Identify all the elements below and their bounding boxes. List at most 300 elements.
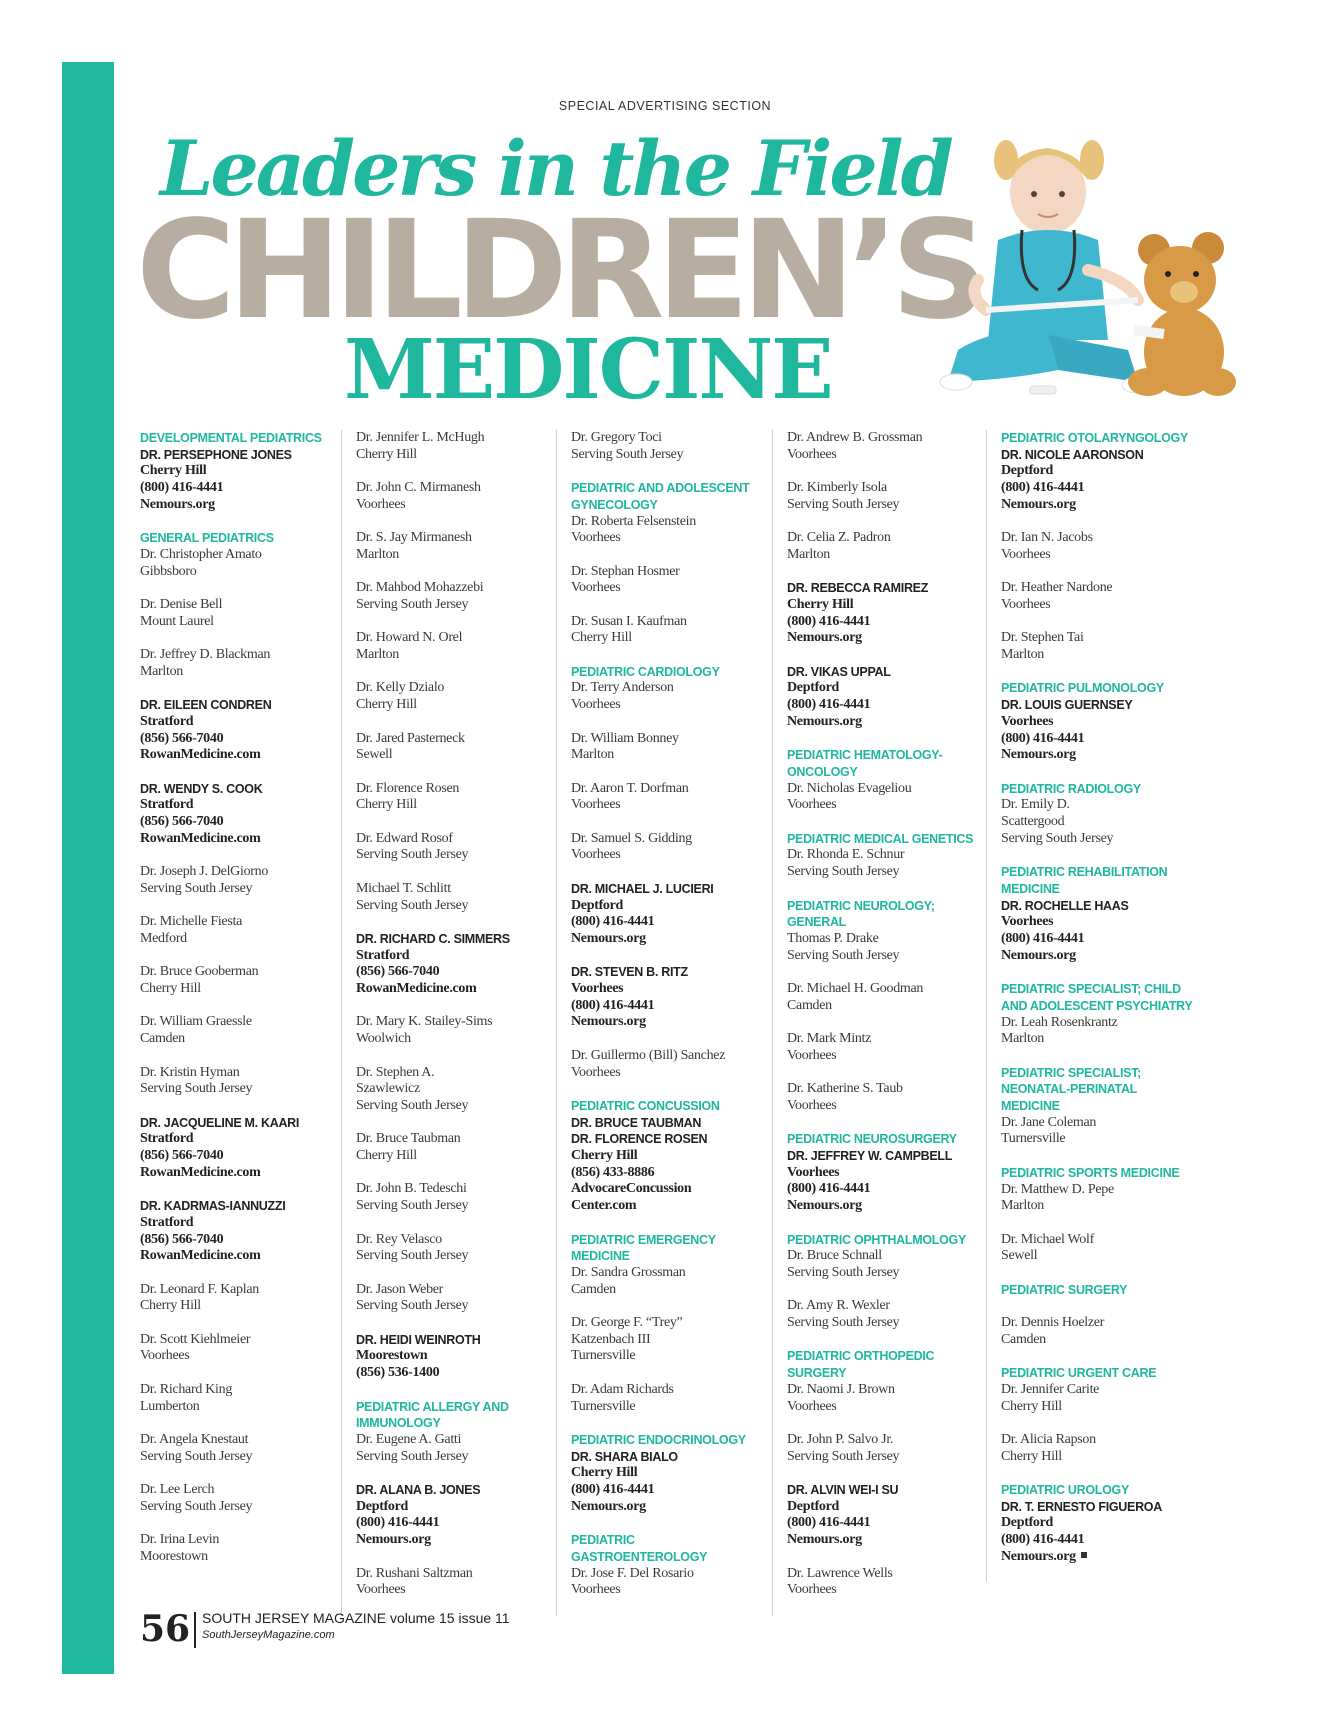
doctor-detail: Nemours.org [571,1014,646,1030]
doctor-detail: Cherry Hill [571,1148,638,1164]
doctor-name: Dr. Kelly Dzialo [356,680,445,696]
doctor-name: Dr. Stephen A. [356,1064,435,1080]
magazine-issue: issue 11 [458,1610,510,1626]
doctor-name: DR. RICHARD C. SIMMERS [356,931,510,946]
doctor-detail: (800) 416-4441 [787,1515,871,1531]
doctor-listing [571,781,765,814]
doctor-name: Dr. John C. Mirmanesh [356,480,481,496]
doctor-name: Dr. Richard King [140,1381,233,1397]
doctor-listing [140,1332,334,1365]
doctor-name: Dr. Ian N. Jacobs [1001,530,1093,546]
doctor-detail: Camden [1001,1331,1046,1347]
doctor-detail: RowanMedicine.com [140,830,261,846]
doctor-detail: Voorhees [1001,597,1051,612]
doctor-detail: Serving South Jersey [787,1448,900,1464]
specialty-heading: PEDIATRIC SPECIALIST; NEONATAL-PERINATAL MEDICINE [1001,1065,1142,1113]
doctor-name: Dr. Bruce Gooberman [140,964,259,980]
doctor-name: Dr. Jennifer Carite [1001,1381,1100,1397]
doctor-listing [1001,1499,1195,1566]
doctor-listing [140,1482,334,1515]
doctor-name: Dr. William Graessle [140,1014,252,1030]
doctor-listing [356,1282,550,1315]
doctor-listing [140,447,334,514]
doctor-listing [1001,1232,1195,1265]
doctor-name: Dr. Susan I. Kaufman [571,613,687,629]
doctor-name: DR. KADRMAS-IANNUZZI [140,1199,286,1214]
doctor-detail: Medford [140,930,187,946]
doctor-listing [787,430,981,463]
doctor-detail: Voorhees [787,1047,837,1063]
doctor-detail: (856) 566-7040 [140,1231,224,1247]
magazine-url: SouthJerseyMagazine.com [202,1629,335,1641]
doctor-listing [140,697,334,764]
doctor-detail: Voorhees [787,1097,837,1113]
doctor-name: Dr. John P. Salvo Jr. [787,1431,894,1447]
doctor-detail: Nemours.org [1001,947,1076,963]
doctor-detail: Voorhees [356,496,406,512]
doctor-listing [1001,1182,1195,1215]
doctor-listing [787,847,981,880]
specialty-heading: PEDIATRIC OTOLARYNGOLOGY [1001,431,1189,445]
specialty-heading: PEDIATRIC UROLOGY [1001,1483,1130,1498]
doctor-name: Dr. Kimberly Isola [787,480,887,496]
doctor-detail: (800) 416-4441 [571,914,655,930]
doctor-listing [140,597,334,630]
doctor-name: Dr. Sandra Grossman [571,1264,686,1280]
child-doctor-photo [938,120,1238,420]
doctor-name: Dr. Mahbod Mohazzebi [356,580,484,596]
doctor-detail: Voorhees [571,697,621,713]
doctor-detail: Serving South Jersey [1001,830,1114,846]
doctor-listing [787,664,981,731]
doctor-listing [787,580,981,647]
doctor-detail: Serving South Jersey [356,1198,469,1214]
doctor-listing [356,480,550,513]
doctor-name: Dr. John B. Tedeschi [356,1181,467,1197]
doctor-name: DR. T. ERNESTO FIGUEROA [1001,1499,1162,1514]
doctor-name: Dr. Michael H. Goodman [787,981,924,997]
end-of-article-mark [1081,1552,1087,1558]
section-kicker: SPECIAL ADVERTISING SECTION [558,99,772,113]
doctor-name: DR. ALANA B. JONES [356,1483,481,1497]
doctor-detail: Marlton [571,747,615,763]
doctor-name: DR. EILEEN CONDREN [140,698,272,713]
doctor-name: Dr. Mark Mintz [787,1031,872,1047]
magazine-issue-line [202,1610,510,1626]
doctor-listing [571,1382,765,1415]
doctor-name: Dr. Howard N. Orel [356,630,463,646]
doctor-listing [787,1432,981,1465]
specialty-heading: DEVELOPMENTAL PEDIATRICS [140,431,322,445]
doctor-listing [1001,630,1195,663]
directory-column-4 [772,430,981,1616]
doctor-name: Dr. Naomi J. Brown [787,1381,895,1397]
doctor-name: Dr. Matthew D. Pepe [1001,1181,1114,1197]
doctor-name: Dr. Edward Rosof [356,830,453,846]
doctor-listing [140,914,334,947]
doctor-listing [140,1115,334,1182]
doctor-detail-with-end [1001,1549,1195,1566]
doctor-listing [787,1081,981,1114]
specialty-heading: PEDIATRIC RADIOLOGY [1001,781,1141,796]
doctor-detail: Voorhees [571,847,621,863]
doctor-name: Dr. Adam Richards [571,1381,674,1397]
doctor-detail: (800) 416-4441 [1001,480,1085,496]
specialty-heading: PEDIATRIC ORTHOPEDIC SURGERY [787,1349,935,1381]
doctor-name: Dr. Florence Rosen [356,780,460,796]
doctor-listing [571,1566,765,1599]
doctor-listing [571,564,765,597]
doctor-name: Dr. Rhonda E. Schnur [787,847,905,863]
specialty-heading: PEDIATRIC OPHTHALMOLOGY [787,1232,966,1247]
side-color-bar [62,62,114,1674]
doctor-listing [356,831,550,864]
doctor-name: DR. FLORENCE ROSEN [571,1132,708,1147]
title-sub: MEDICINE [344,322,832,418]
doctor-name: DR. JEFFREY W. CAMPBELL [787,1149,953,1164]
doctor-name: Dr. S. Jay Mirmanesh [356,530,472,546]
doctor-listing [140,1432,334,1465]
doctor-name: DR. SHARA BIALO [571,1449,678,1464]
doctor-name: Dr. Leah Rosenkrantz [1001,1014,1118,1030]
specialty-heading: PEDIATRIC SURGERY [1001,1282,1128,1297]
doctor-detail: Voorhees [1001,713,1054,729]
doctor-listing [787,1566,981,1599]
doctor-listing [1001,530,1195,563]
doctor-detail: Camden [787,997,832,1013]
doctor-name: Dr. Jose F. Del Rosario [571,1565,694,1581]
doctor-detail: AdvocareConcussion [571,1181,692,1197]
magazine-name: SOUTH JERSEY MAGAZINE [202,1610,387,1626]
doctor-detail: Deptford [787,680,840,696]
doctor-listing [571,1315,765,1365]
directory-column-5 [986,430,1195,1582]
specialty-heading: PEDIATRIC SPECIALIST; CHILD AND ADOLESCENT PSYCHIATRY [1001,982,1193,1013]
doctor-detail: Serving South Jersey [571,446,684,462]
doctor-detail: Serving South Jersey [140,1498,253,1514]
doctor-detail: RowanMedicine.com [140,747,261,763]
doctor-detail: Stratford [140,797,194,813]
doctor-name: Dr. Aaron T. Dorfman [571,780,689,796]
title-script: Leaders in the Field [160,124,951,213]
doctor-name: Michael T. Schlitt [356,880,451,896]
doctor-name: DR. ROCHELLE HAAS [1001,898,1129,913]
doctor-detail: Nemours.org [787,713,862,729]
doctor-name: Dr. Katherine S. Taub [787,1081,903,1097]
directory-column-2 [341,430,550,1616]
doctor-detail: Deptford [1001,1515,1054,1531]
doctor-listing [140,1065,334,1098]
doctor-name: Dr. Amy R. Wexler [787,1298,890,1314]
doctor-detail: Marlton [356,647,400,663]
doctor-listing [1001,1015,1195,1048]
doctor-detail: RowanMedicine.com [356,981,477,997]
doctor-detail: Turnersville [571,1398,636,1414]
doctor-listing [1001,1315,1195,1348]
doctor-listing [356,1232,550,1265]
doctor-name: DR. VIKAS UPPAL [787,664,891,679]
doctor-name: DR. MICHAEL J. LUCIERI [571,881,714,896]
doctor-detail: Cherry Hill [571,630,632,646]
doctor-name: Dr. Stephen Tai [1001,630,1084,646]
doctor-detail: Serving South Jersey [356,1248,469,1264]
doctor-listing [571,964,765,1031]
doctor-listing [787,781,981,814]
doctor-name: Dr. Rushani Saltzman [356,1565,473,1581]
doctor-name: DR. WENDY S. COOK [140,781,263,796]
doctor-detail: Moorestown [140,1548,208,1564]
doctor-name: Dr. Jane Coleman [1001,1114,1097,1130]
doctor-detail: Camden [140,1031,185,1047]
doctor-listing [140,1382,334,1415]
doctor-listing [787,1382,981,1415]
doctor-listing [1001,580,1195,613]
doctor-name: Dr. Guillermo (Bill) Sanchez [571,1047,726,1063]
doctor-name: Dr. Jared Pasterneck [356,730,465,746]
doctor-name: Dr. Nicholas Evageliou [787,780,912,796]
doctor-detail: Voorhees [356,1582,406,1598]
doctor-detail: (856) 566-7040 [140,730,224,746]
doctor-detail: Marlton [787,546,831,562]
girl-figure [940,140,1154,393]
doctor-detail: Center.com [571,1198,637,1214]
specialty-heading: PEDIATRIC AND ADOLESCENT GYNECOLOGY [571,481,750,512]
doctor-name: Thomas P. Drake [787,930,879,946]
doctor-listing [356,530,550,563]
doctor-listing [356,731,550,764]
doctor-detail: Nemours.org [571,930,646,946]
doctor-listing [356,580,550,613]
doctor-listing [356,1014,550,1047]
doctor-listing [787,530,981,563]
doctor-detail: Camden [571,1281,616,1297]
doctor-detail: Serving South Jersey [356,1448,469,1464]
doctor-detail: Scattergood [1001,814,1065,830]
doctor-detail: RowanMedicine.com [140,1248,261,1264]
doctor-name: DR. PERSEPHONE JONES [140,447,292,462]
doctor-name: Dr. Lee Lerch [140,1482,215,1498]
doctor-listing [140,864,334,897]
doctor-listing [1001,797,1195,847]
doctor-listing [140,647,334,680]
doctor-detail: Voorhees [140,1348,190,1364]
doctor-listing [571,614,765,647]
doctor-detail: Serving South Jersey [787,1264,900,1280]
doctor-detail: Woolwich [356,1031,411,1047]
doctor-listing [787,1148,981,1215]
doctor-name: Dr. Michelle Fiesta [140,914,243,930]
doctor-listing [140,547,334,580]
doctor-listing [787,1031,981,1064]
doctor-detail: Cherry Hill [787,596,854,612]
doctor-listing [787,480,981,513]
doctor-listing [1001,447,1195,514]
doctor-listing [571,430,765,463]
doctor-detail: Serving South Jersey [356,897,469,913]
doctor-name: Dr. Bruce Taubman [356,1131,461,1147]
doctor-listing [356,1566,550,1599]
doctor-name: Dr. Eugene A. Gatti [356,1431,462,1447]
doctor-listing [787,1298,981,1331]
doctor-detail: Marlton [140,663,184,679]
doctor-detail: Voorhees [571,981,624,997]
doctor-detail: RowanMedicine.com [140,1164,261,1180]
doctor-listing [356,1131,550,1164]
doctor-detail: Cherry Hill [356,797,417,813]
doctor-listing [356,931,550,998]
doctor-detail: (800) 416-4441 [571,1482,655,1498]
doctor-name: Dr. Terry Anderson [571,680,674,696]
doctor-listing [1001,898,1195,965]
doctor-detail: Serving South Jersey [140,1448,253,1464]
doctor-listing [1001,1115,1195,1148]
doctor-detail: Mount Laurel [140,613,214,629]
doctor-name: Dr. Heather Nardone [1001,580,1113,596]
doctor-detail: Nemours.org [787,1532,862,1548]
doctor-name: Dr. Bruce Schnall [787,1248,882,1264]
doctor-detail: Nemours.org [571,1498,646,1514]
doctor-detail: Voorhees [571,530,621,546]
doctor-name: Dr. Samuel S. Gidding [571,830,692,846]
specialty-heading: PEDIATRIC URGENT CARE [1001,1366,1157,1381]
doctor-listing [356,680,550,713]
specialty-heading: PEDIATRIC NEUROLOGY; GENERAL [787,898,935,930]
doctor-name: Dr. Stephan Hosmer [571,563,680,579]
doctor-detail: (800) 416-4441 [787,613,871,629]
doctor-name: DR. LOUIS GUERNSEY [1001,698,1133,713]
doctor-listing [356,430,550,463]
magazine-volume: volume 15 [390,1610,455,1626]
doctor-listing [787,931,981,964]
doctor-detail: Cherry Hill [356,446,417,462]
doctor-name: Dr. Mary K. Stailey-Sims [356,1014,493,1030]
doctor-detail: Deptford [1001,463,1054,479]
doctor-name: DR. REBECCA RAMIREZ [787,581,929,596]
doctor-name: Dr. Andrew B. Grossman [787,430,923,445]
doctor-detail: Cherry Hill [1001,1398,1062,1414]
doctor-detail: Serving South Jersey [140,1081,253,1097]
doctor-detail: Voorhees [787,1398,837,1414]
page-number: 56 [140,1608,191,1650]
doctor-detail: (800) 416-4441 [787,697,871,713]
doctor-detail: (856) 566-7040 [140,814,224,830]
specialty-heading: GENERAL PEDIATRICS [140,531,274,546]
doctor-detail: Sewell [356,747,393,763]
doctor-detail: Voorhees [787,797,837,813]
title-big: CHILDREN’S [136,192,981,350]
doctor-detail: Stratford [140,1214,194,1230]
doctor-listing [1001,1432,1195,1465]
doctor-listing [356,1065,550,1115]
doctor-listing [356,781,550,814]
doctor-detail: (856) 433-8886 [571,1164,655,1180]
doctor-detail: (800) 416-4441 [571,997,655,1013]
specialty-heading: PEDIATRIC CARDIOLOGY [571,664,720,679]
doctor-detail: Nemours.org [140,496,215,512]
specialty-heading: PEDIATRIC EMERGENCY MEDICINE [571,1232,716,1264]
doctor-name: DR. HEIDI WEINROTH [356,1332,481,1347]
doctor-detail: Nemours.org [356,1532,431,1548]
specialty-heading: PEDIATRIC ENDOCRINOLOGY [571,1432,746,1447]
doctor-detail: Voorhees [787,446,837,462]
doctor-detail: (800) 416-4441 [356,1515,440,1531]
doctor-listing [356,1432,550,1465]
doctor-detail: Voorhees [787,1582,837,1598]
doctor-listing [787,1248,981,1281]
doctor-listing [140,1532,334,1565]
doctor-name: Dr. Alicia Rapson [1001,1431,1096,1447]
doctor-detail: Szawlewicz [356,1081,420,1097]
doctor-listing [571,1449,765,1516]
doctor-detail: Cherry Hill [140,1298,201,1314]
doctor-name: DR. BRUCE TAUBMAN [571,1115,702,1130]
doctor-listing [571,680,765,713]
doctor-detail: Stratford [140,713,194,729]
doctor-detail: Nemours.org [1001,747,1076,763]
doctor-listing [356,1181,550,1214]
doctor-name: Dr. Lawrence Wells [787,1565,893,1581]
doctor-name: Dr. Roberta Felsenstein [571,513,696,529]
specialty-heading: PEDIATRIC MEDICAL GENETICS [787,831,974,846]
doctor-name: DR. ALVIN WEI-I SU [787,1483,899,1498]
doctor-name: Dr. Angela Knestaut [140,1431,249,1447]
doctor-detail: Sewell [1001,1248,1038,1264]
doctor-detail: Marlton [1001,647,1045,663]
doctor-detail: Cherry Hill [140,981,201,997]
doctor-detail: Nemours.org [1001,1548,1076,1564]
doctor-detail: Voorhees [787,1164,840,1180]
doctor-detail: Marlton [356,546,400,562]
doctor-detail: Marlton [1001,1031,1045,1047]
doctor-name: Dr. Leonard F. Kaplan [140,1281,259,1297]
doctor-detail: Voorhees [571,1064,621,1080]
doctor-listing [571,881,765,948]
doctor-detail: Turnersville [1001,1131,1066,1147]
doctor-detail: Serving South Jersey [356,847,469,863]
doctor-detail: Katzenbach III [571,1331,651,1347]
doctor-listing [356,1332,550,1382]
doctor-detail: Cherry Hill [356,697,417,713]
doctor-name: Dr. Emily D. [1001,797,1070,813]
directory-column-1 [140,430,334,1582]
doctor-listing [571,1115,765,1215]
doctor-detail: Cherry Hill [140,463,207,479]
specialty-heading: PEDIATRIC PULMONOLOGY [1001,681,1164,696]
doctor-name: Dr. Celia Z. Padron [787,530,891,546]
doctor-name: Dr. Joseph J. DelGiorno [140,864,269,880]
doctor-listing [1001,1382,1195,1415]
doctor-detail: Turnersville [571,1348,636,1364]
doctor-detail: (856) 536-1400 [356,1365,440,1381]
doctor-listing [140,1282,334,1315]
doctor-detail: Gibbsboro [140,563,197,579]
doctor-listing [356,630,550,663]
doctor-detail: Serving South Jersey [787,496,900,512]
doctor-detail: Moorestown [356,1348,428,1364]
doctor-detail: Voorhees [571,580,621,596]
teddy-bear [1128,232,1236,396]
specialty-heading: PEDIATRIC NEUROSURGERY [787,1132,957,1147]
doctor-detail: (800) 416-4441 [140,480,224,496]
doctor-detail: Serving South Jersey [787,864,900,880]
doctor-detail: Deptford [356,1498,409,1514]
doctor-name: Dr. Rey Velasco [356,1231,442,1247]
doctor-detail: Marlton [1001,1198,1045,1214]
specialty-heading: PEDIATRIC REHABILITATION MEDICINE [1001,865,1168,896]
doctor-detail: Stratford [140,1131,194,1147]
doctor-name: DR. JACQUELINE M. KAARI [140,1115,300,1130]
doctor-detail: (800) 416-4441 [1001,730,1085,746]
